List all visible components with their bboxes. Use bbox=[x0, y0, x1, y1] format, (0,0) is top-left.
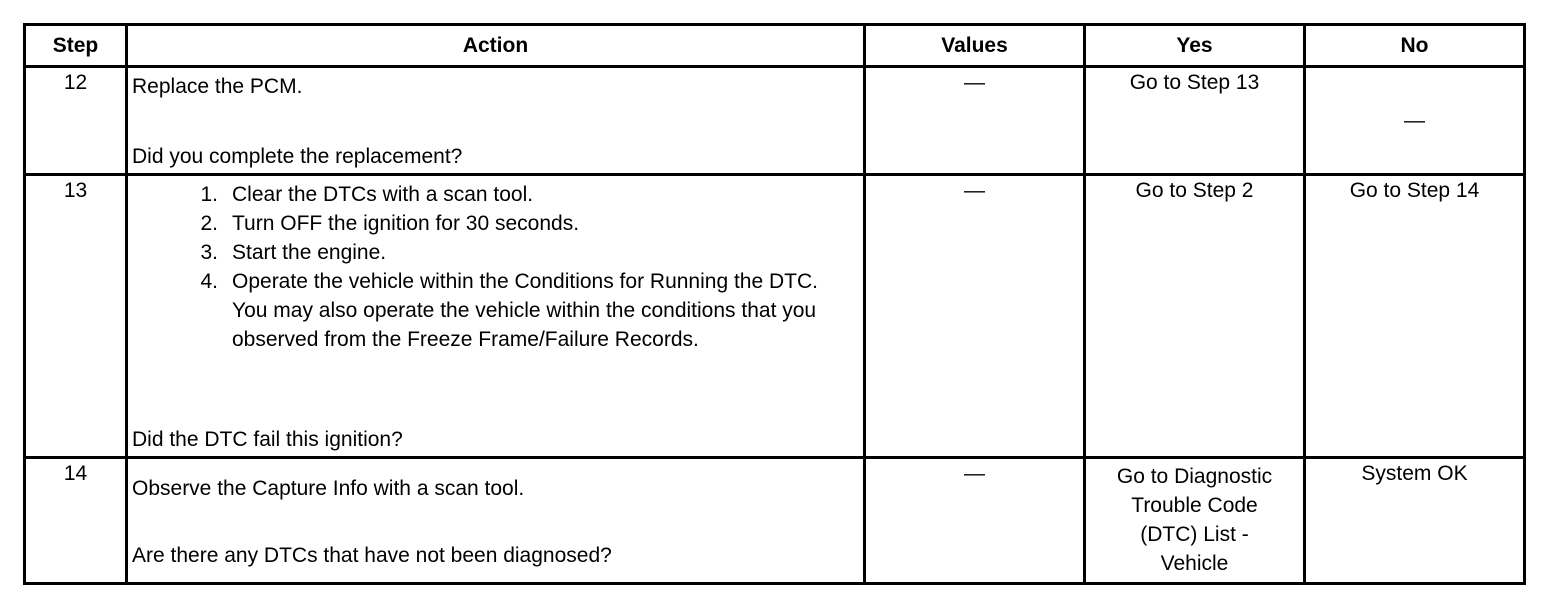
list-item-text: Turn OFF the ignition for 30 seconds. bbox=[232, 211, 580, 235]
no-cell: — bbox=[1305, 67, 1525, 175]
list-item-number: 2. bbox=[200, 211, 218, 235]
action-question: Did the DTC fail this ignition? bbox=[132, 428, 403, 452]
header-action: Action bbox=[127, 25, 865, 67]
no-cell: System OK bbox=[1305, 458, 1525, 584]
list-item-text: Start the engine. bbox=[232, 240, 387, 264]
diagnostic-table bbox=[23, 23, 1526, 585]
list-item-text: Operate the vehicle within the Conditions for Running the DTC. You may also operate the vehicle within the conditions that you observed from the Freeze Frame/Failure Records. bbox=[232, 269, 818, 351]
action-question: Are there any DTCs that have not been diagnosed? bbox=[132, 544, 612, 567]
header-step: Step bbox=[25, 25, 127, 67]
action-cell bbox=[127, 174, 865, 457]
action-text: Replace the PCM. bbox=[132, 75, 303, 98]
values-cell: — bbox=[865, 174, 1085, 457]
header-no: No bbox=[1305, 25, 1525, 67]
step-number: 14 bbox=[25, 458, 127, 584]
table-row bbox=[25, 174, 1525, 457]
yes-cell: Go to Step 2 bbox=[1085, 174, 1305, 457]
table-row bbox=[25, 458, 1525, 584]
action-question: Did you complete the replacement? bbox=[132, 144, 463, 168]
list-item bbox=[132, 180, 857, 209]
header-values: Values bbox=[865, 25, 1085, 67]
values-cell: — bbox=[865, 67, 1085, 175]
list-item bbox=[132, 267, 857, 354]
header-row bbox=[25, 25, 1525, 67]
values-cell: — bbox=[865, 458, 1085, 584]
yes-cell: Go to Step 13 bbox=[1085, 67, 1305, 175]
list-item-number: 4. bbox=[200, 269, 218, 293]
no-cell: Go to Step 14 bbox=[1305, 174, 1525, 457]
step-number: 13 bbox=[25, 174, 127, 457]
list-item bbox=[132, 209, 857, 238]
action-steps-list bbox=[132, 180, 857, 354]
table-row bbox=[25, 67, 1525, 175]
list-item-text: Clear the DTCs with a scan tool. bbox=[232, 182, 534, 206]
yes-cell-text: Go to Diagnostic Trouble Code (DTC) List - Vehicle bbox=[1116, 465, 1273, 576]
list-item-number: 1. bbox=[200, 182, 218, 206]
list-item bbox=[132, 238, 857, 267]
action-text: Observe the Capture Info with a scan tool. bbox=[132, 477, 525, 501]
list-item-number: 3. bbox=[200, 240, 218, 264]
action-cell bbox=[127, 458, 865, 584]
step-number: 12 bbox=[25, 67, 127, 175]
yes-cell bbox=[1085, 458, 1305, 584]
header-yes: Yes bbox=[1085, 25, 1305, 67]
action-cell bbox=[127, 67, 865, 175]
